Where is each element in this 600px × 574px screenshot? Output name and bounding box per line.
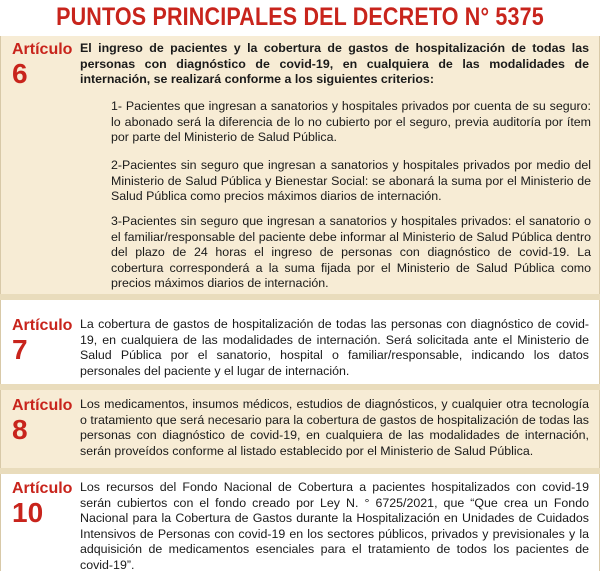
article-7-label xyxy=(12,317,72,365)
article-number: 6 xyxy=(12,58,28,89)
article-6-panel xyxy=(0,36,600,294)
article-6-item-2: 2-Pacientes sin seguro que ingresan a sanatorios y hospitales privados por medio del Ministerio de Salud Pública y Bienestar Social: se abonará la suma por el Ministerio de Salud Pública como precios máximos diarios de internación. xyxy=(111,158,591,204)
article-number: 7 xyxy=(12,334,28,365)
article-8-label xyxy=(12,397,72,445)
article-number: 8 xyxy=(12,414,28,445)
article-word: Artículo xyxy=(12,41,73,58)
article-word: Artículo xyxy=(12,480,73,497)
article-8-panel xyxy=(0,390,600,468)
article-8-text: Los medicamentos, insumos médicos, estudios de diagnósticos, y cualquier otra tecnología o tratamiento que será necesario para la cobertura de gastos de hospitalización de todas las personas con diagnóstico de covid-19, en cualquiera de las modalidades de internación, serán proveídos conforme al listado establecido por el Ministerio de Salud Pública. xyxy=(80,397,589,458)
article-number: 10 xyxy=(12,497,44,528)
page-title: PUNTOS PRINCIPALES DEL DECRETO N° 5375 xyxy=(56,3,544,31)
article-word: Artículo xyxy=(12,317,73,334)
article-word: Artículo xyxy=(12,397,73,414)
article-10-label xyxy=(12,480,72,528)
article-7-text: La cobertura de gastos de hospitalización de todas las personas con diagnóstico de covid-19, en cualquiera de las modalidades de internación. Será solicitada ante el Ministerio de Salud Pública por el sanatorio, hospital o familiar/responsable, indicando los datos personales del paciente y el lugar de internación. xyxy=(80,317,589,378)
article-6-item-3: 3-Pacientes sin seguro que ingresan a sanatorios y hospitales privados: el sanatorio o el familiar/responsable del paciente debe informar al Ministerio de Salud Pública dentro del plazo de 24 horas el ingreso de personas con diagnóstico de covid-19. La cobertura corresponderá a la suma fijada por el Ministerio de Salud Pública como precios máximos diarios de internación. xyxy=(111,214,591,291)
article-7-panel xyxy=(0,300,600,384)
article-10-text: Los recursos del Fondo Nacional de Cobertura a pacientes hospitalizados con covid-19 serán cubiertos con el fondo creado por Ley N. ° 6725/2021, que “Que crea un Fondo Nacional para la Cobertura de Gastos durante la Hospitalización en Unidades de Cuidados Intensivos de Personas con covid-19 en los sectores públicos, privados y previsionales y la adquisición de medicamentos esenciales para el tratamiento de todos los pacientes de covid-19”. xyxy=(80,480,589,572)
article-6-intro: El ingreso de pacientes y la cobertura de gastos de hospitalización de todas las personas con diagnóstico de covid-19, en cualquiera de las modalidades de internación, se realizará conforme a los siguientes criterios: xyxy=(80,41,589,87)
article-6-label xyxy=(12,41,72,89)
article-6-item-1: 1- Pacientes que ingresan a sanatorios y hospitales privados por cuenta de su seguro: lo abonado será la diferencia de lo no cubierto por el seguro, previa auditoría por ítem por parte del Ministerio de Salud Pública. xyxy=(111,99,591,145)
article-10-panel xyxy=(0,474,600,571)
